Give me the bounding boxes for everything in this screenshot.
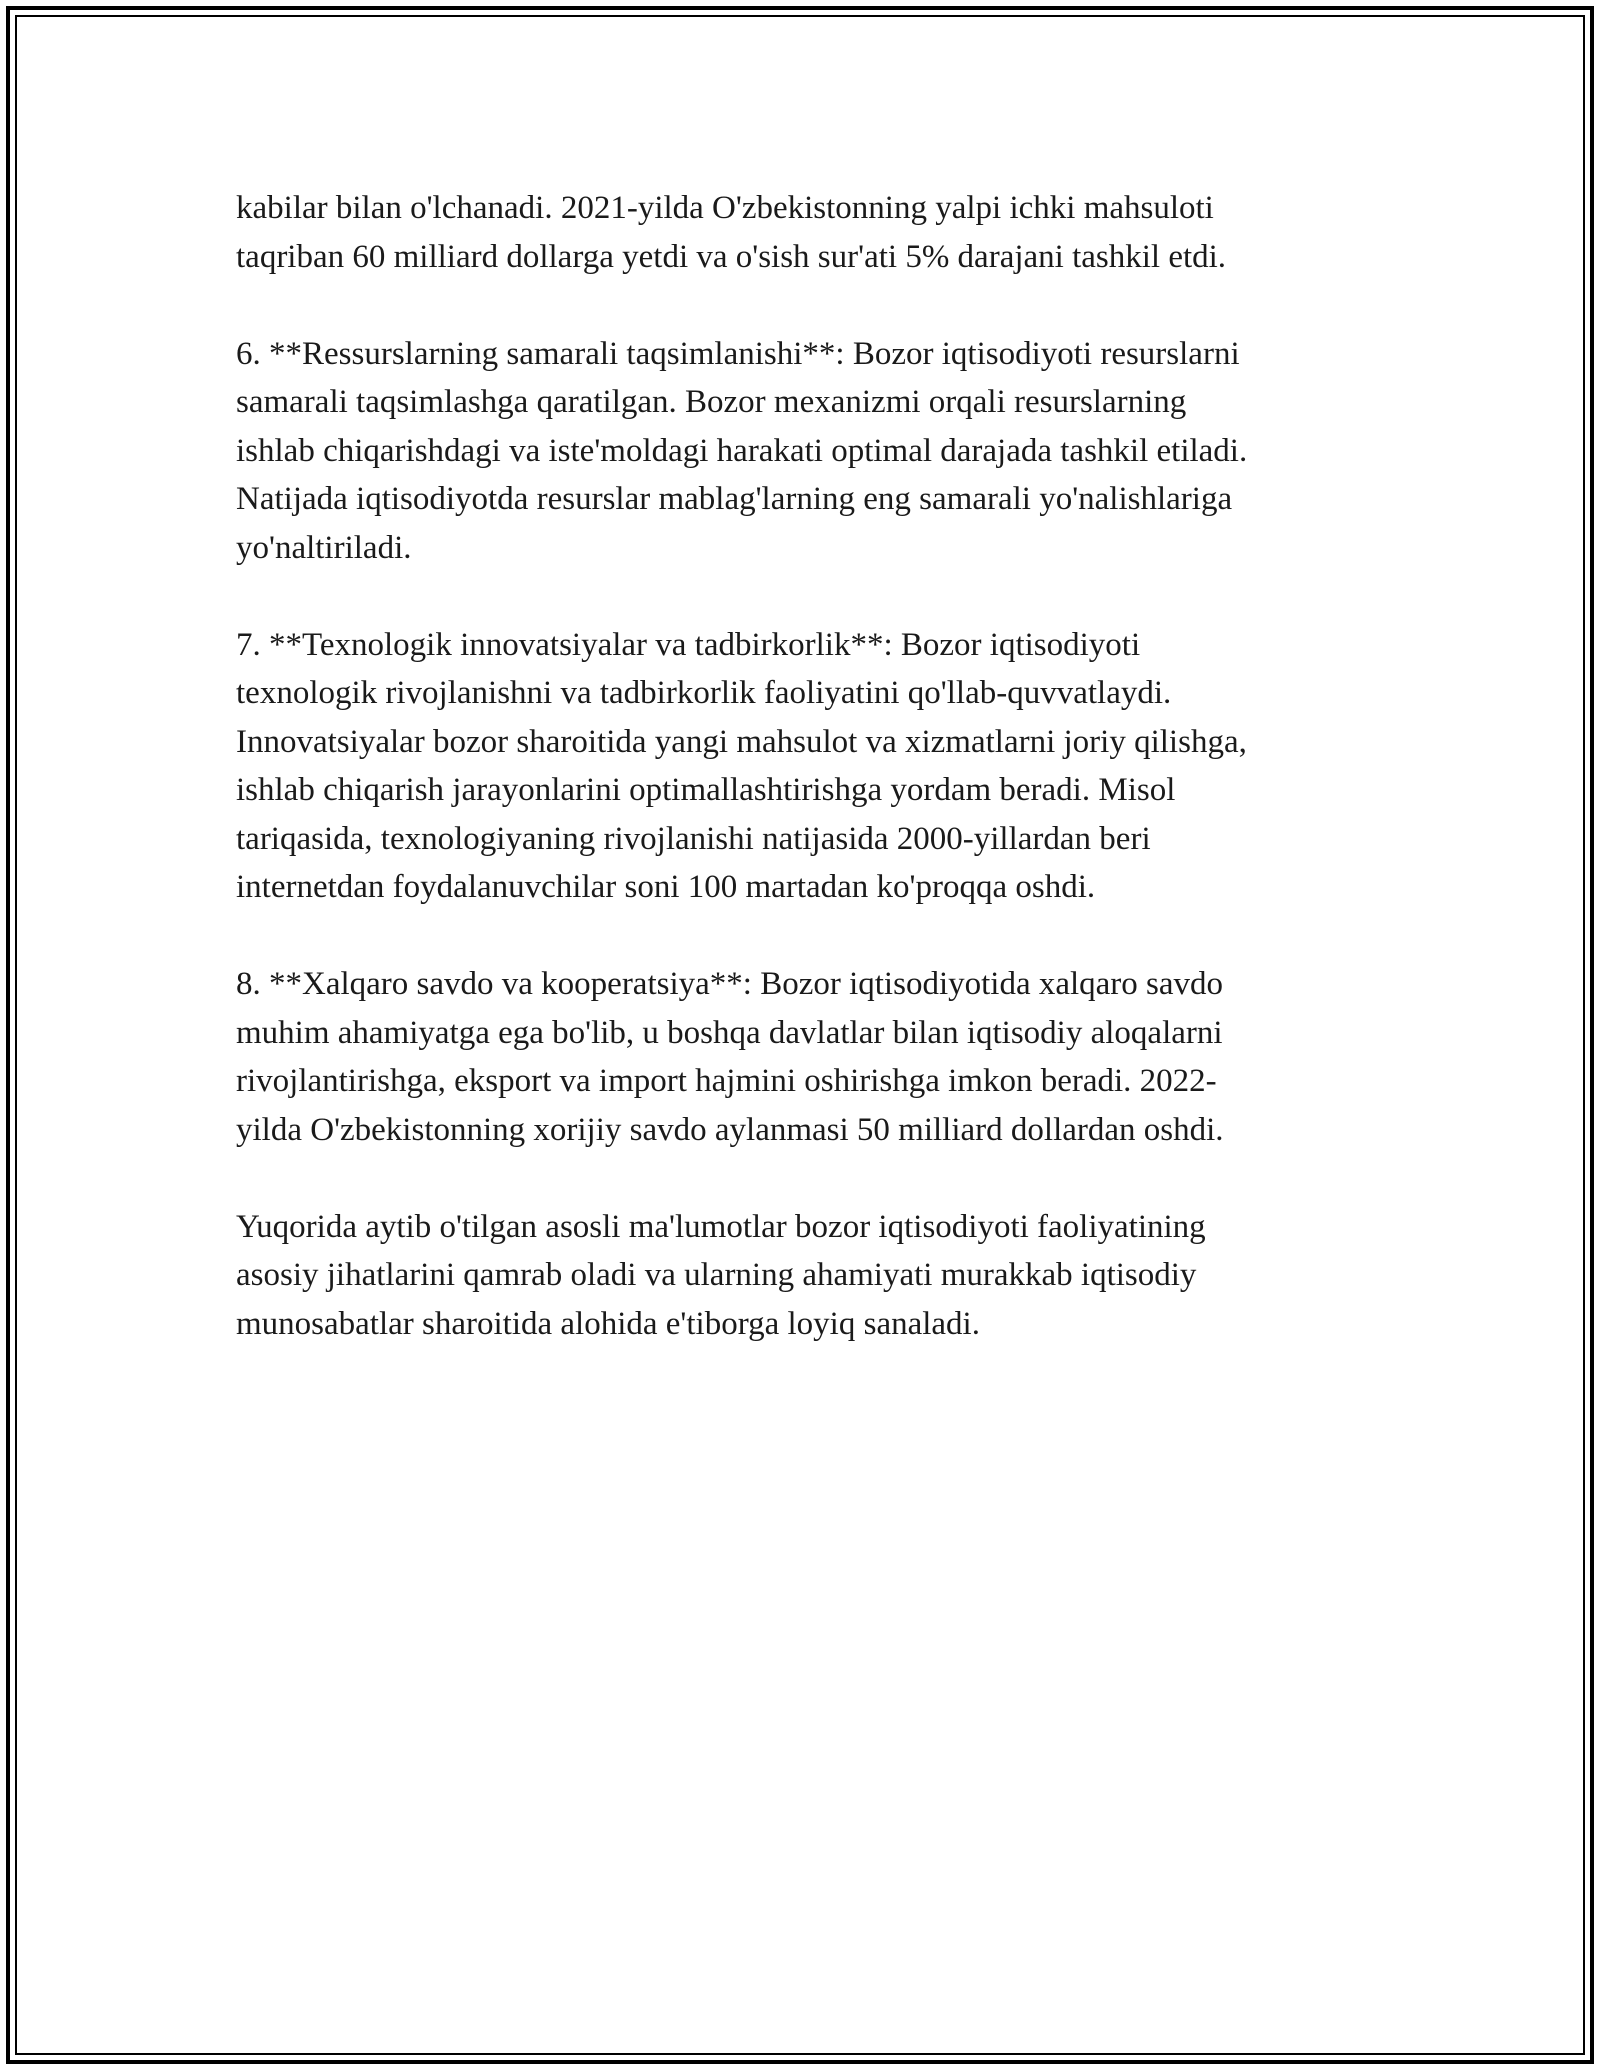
text-line: asosiy jihatlarini qamrab oladi va ularning ahamiyati murakkab iqtisodiy — [236, 1257, 1197, 1293]
text-line: muhim ahamiyatga ega bo'lib, u boshqa davlatlar bilan iqtisodiy aloqalarni — [236, 1014, 1223, 1051]
text-line: rivojlantirishga, eksport va import hajmini oshirishga imkon beradi. 2022- — [236, 1063, 1217, 1099]
paragraph-item-8-trade — [236, 960, 1376, 1154]
text-line: 7. **Texnologik innovatsiyalar va tadbirkorlik**: Bozor iqtisodiyoti — [236, 626, 1141, 663]
text-line: 6. **Ressurslarning samarali taqsimlanishi**: Bozor iqtisodiyoti resurslarni — [236, 335, 1240, 372]
text-line: taqriban 60 milliard dollarga yetdi va o'sish sur'ati 5% darajani tashkil etdi. — [236, 238, 1227, 275]
text-line: yo'naltiriladi. — [236, 529, 412, 566]
paragraph-item-7-innovation — [236, 621, 1376, 912]
text-line: texnologik rivojlanishni va tadbirkorlik faoliyatini qo'llab-quvvatlaydi. — [236, 675, 1172, 711]
document-body — [236, 184, 1376, 1397]
paragraph-conclusion — [236, 1203, 1376, 1349]
text-line: kabilar bilan o'lchanadi. 2021-yilda O'zbekistonning yalpi ichki mahsuloti — [236, 190, 1214, 226]
paragraph-item-6-resource-allocation — [236, 330, 1376, 573]
text-line: Yuqorida aytib o'tilgan asosli ma'lumotlar bozor iqtisodiyoti faoliyatining — [236, 1208, 1206, 1245]
text-line: internetdan foydalanuvchilar soni 100 martadan ko'proqqa oshdi. — [236, 869, 1096, 905]
text-line: 8. **Xalqaro savdo va kooperatsiya**: Bozor iqtisodiyotida xalqaro savdo — [236, 966, 1224, 1002]
paragraph-gdp-continuation — [236, 184, 1376, 281]
text-line: Innovatsiyalar bozor sharoitida yangi mahsulot va xizmatlarni joriy qilishga, — [236, 723, 1247, 760]
text-line: Natijada iqtisodiyotda resurslar mablag'larning eng samarali yo'nalishlariga — [236, 481, 1233, 517]
text-line: ishlab chiqarish jarayonlarini optimallashtirishga yordam beradi. Misol — [236, 772, 1176, 808]
text-line: ishlab chiqarishdagi va iste'moldagi harakati optimal darajada tashkil etiladi. — [236, 432, 1248, 469]
text-line: tariqasida, texnologiyaning rivojlanishi natijasida 2000-yillardan beri — [236, 820, 1151, 857]
text-line: munosabatlar sharoitida alohida e'tiborga loyiq sanaladi. — [236, 1305, 980, 1342]
text-line: samarali taqsimlashga qaratilgan. Bozor mexanizmi orqali resurslarning — [236, 384, 1187, 420]
text-line: yilda O'zbekistonning xorijiy savdo aylanmasi 50 milliard dollardan oshdi. — [236, 1111, 1224, 1148]
